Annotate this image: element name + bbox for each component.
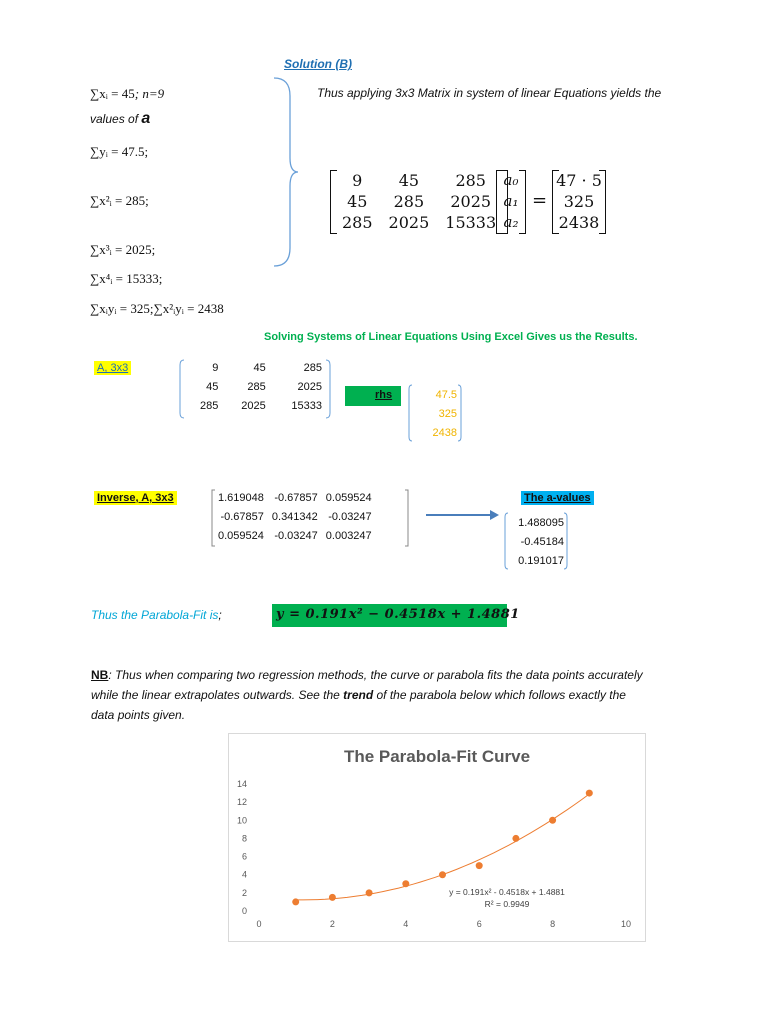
nb-trend: trend	[343, 688, 374, 702]
m-cell: 45	[398, 171, 420, 190]
parabola-fit-line	[91, 608, 222, 622]
y-tick-label: 4	[241, 869, 247, 880]
excel-heading: Solving Systems of Linear Equations Using Excel Gives us the Results.	[264, 331, 638, 343]
data-point	[439, 871, 446, 878]
x-tick-label: 8	[550, 919, 556, 929]
rhs-value: 325	[438, 408, 457, 420]
y-tick-label: 0	[241, 906, 247, 916]
y-tick-label: 14	[236, 779, 247, 789]
parabola-equation-box	[272, 604, 520, 627]
nb-text-1: : Thus when comparing two regression methods, the curve or parabola fits the data points accurately	[108, 668, 643, 682]
m-cell: 2025	[388, 213, 430, 232]
parabola-fit-semicolon: ;	[218, 608, 222, 622]
trendline-equation: y = 0.191x² - 0.4518x + 1.4881	[449, 887, 565, 897]
nb-label: NB	[91, 668, 109, 682]
parabola-equation: y = 0.191x² − 0.4518x + 1.4881	[276, 607, 520, 622]
rhs-label: rhs	[375, 389, 393, 401]
solution-title: Solution (B)	[284, 57, 352, 71]
a3x3-label: A, 3x3	[94, 361, 131, 375]
sum-x-line	[90, 86, 164, 102]
data-point	[549, 817, 556, 824]
rhs-vector	[552, 170, 606, 234]
sum-x4: ∑x⁴ᵢ = 15333;	[90, 271, 163, 286]
m-cell: 45	[347, 192, 368, 211]
var-a0: a₀	[503, 171, 519, 189]
curly-brace	[268, 76, 298, 268]
a-value: 1.488095	[518, 517, 564, 529]
m-cell: 285	[342, 213, 373, 232]
rhs-value: 2438	[432, 427, 457, 439]
a-cell: 285	[247, 381, 266, 393]
arrow-right-icon	[424, 509, 500, 521]
m-cell: 285	[393, 192, 425, 211]
var-a1: a₁	[503, 192, 519, 210]
coefficient-matrix	[330, 170, 508, 234]
a-cell: 285	[303, 362, 322, 374]
rhs-value: 47.5	[435, 389, 457, 401]
sum-x3: ∑x³ᵢ = 2025;	[90, 242, 156, 257]
a-cell: 2025	[241, 400, 266, 412]
data-point	[366, 889, 373, 896]
a-cell: 9	[212, 362, 219, 374]
inv-cell: -0.03247	[328, 511, 372, 523]
rhs-2: 2438	[558, 213, 600, 232]
rhs-1: 325	[563, 192, 595, 211]
inv-cell: 0.341342	[271, 511, 318, 523]
a-cell: 45	[206, 381, 219, 393]
data-point	[329, 894, 336, 901]
variable-vector	[496, 170, 526, 234]
data-point	[292, 898, 299, 905]
y-tick-label: 2	[241, 887, 247, 898]
inv-cell: -0.67857	[220, 511, 264, 523]
x-tick-label: 10	[620, 919, 632, 929]
sum-x: ∑xᵢ = 45	[90, 86, 135, 101]
x-tick-label: 0	[256, 919, 262, 929]
nb-text-3: data points given.	[91, 708, 186, 722]
inv-cell: 0.003247	[325, 530, 372, 542]
a3x3-matrix	[178, 359, 332, 419]
rhs-label-box	[345, 386, 401, 406]
values-of-a-line	[90, 110, 150, 128]
sum-x2: ∑x²ᵢ = 285;	[90, 193, 149, 208]
r-squared-label: R² = 0.9949	[484, 899, 530, 909]
parabola-fit-label: Thus the Parabola-Fit is	[91, 608, 219, 622]
data-point	[512, 835, 519, 842]
data-point	[476, 862, 483, 869]
rhs-0: 47 · 5	[556, 171, 602, 190]
x-tick-label: 4	[403, 919, 409, 929]
sum-y: ∑yᵢ = 47.5;	[90, 144, 149, 159]
data-point	[402, 880, 409, 887]
chart-title: The Parabola-Fit Curve	[343, 747, 531, 766]
a-values-label: The a-values	[521, 491, 594, 505]
a-value: -0.45184	[520, 536, 564, 548]
m-cell: 2025	[450, 192, 492, 211]
a-values-vector	[503, 512, 569, 570]
x-tick-label: 6	[476, 919, 482, 929]
m-cell: 15333	[445, 213, 497, 232]
y-tick-label: 6	[241, 851, 247, 862]
sum-xy: ∑xᵢyᵢ = 325;∑x²ᵢyᵢ = 2438	[90, 301, 224, 316]
rhs-vector-small	[407, 384, 463, 442]
inv-cell: 1.619048	[218, 492, 264, 504]
inv-cell: 0.059524	[218, 530, 264, 542]
m-cell: 285	[455, 171, 486, 190]
a-symbol: a	[141, 110, 151, 127]
nb-paragraph	[91, 665, 731, 725]
a-cell: 15333	[291, 400, 322, 412]
inverse-label: Inverse, A, 3x3	[94, 491, 177, 505]
a-value: 0.191017	[518, 555, 564, 567]
n-value: ; n=9	[134, 86, 165, 101]
a-cell: 285	[200, 400, 219, 412]
equals-sign: =	[532, 190, 548, 211]
inv-cell: 0.059524	[325, 492, 372, 504]
intro-text: Thus applying 3x3 Matrix in system of linear Equations yields the	[317, 86, 662, 100]
data-point	[586, 790, 593, 797]
y-tick-label: 8	[241, 833, 247, 844]
x-tick-label: 2	[329, 919, 335, 929]
a-cell: 2025	[297, 381, 322, 393]
nb-text-2a: while the linear extrapolates outwards. See the	[91, 688, 344, 702]
inverse-matrix	[210, 489, 410, 547]
a-cell: 45	[253, 362, 266, 374]
nb-text-2b: of the parabola below which follows exactly the	[373, 688, 626, 702]
y-tick-label: 12	[236, 797, 247, 808]
var-a2: a₂	[503, 213, 519, 231]
y-tick-label: 10	[236, 815, 247, 826]
parabola-chart	[229, 734, 645, 941]
m-cell: 9	[352, 171, 363, 190]
chart-frame	[228, 733, 646, 942]
trendline	[296, 794, 590, 900]
values-of-text: values of	[90, 112, 139, 126]
inv-cell: -0.67857	[274, 492, 318, 504]
inv-cell: -0.03247	[274, 530, 318, 542]
